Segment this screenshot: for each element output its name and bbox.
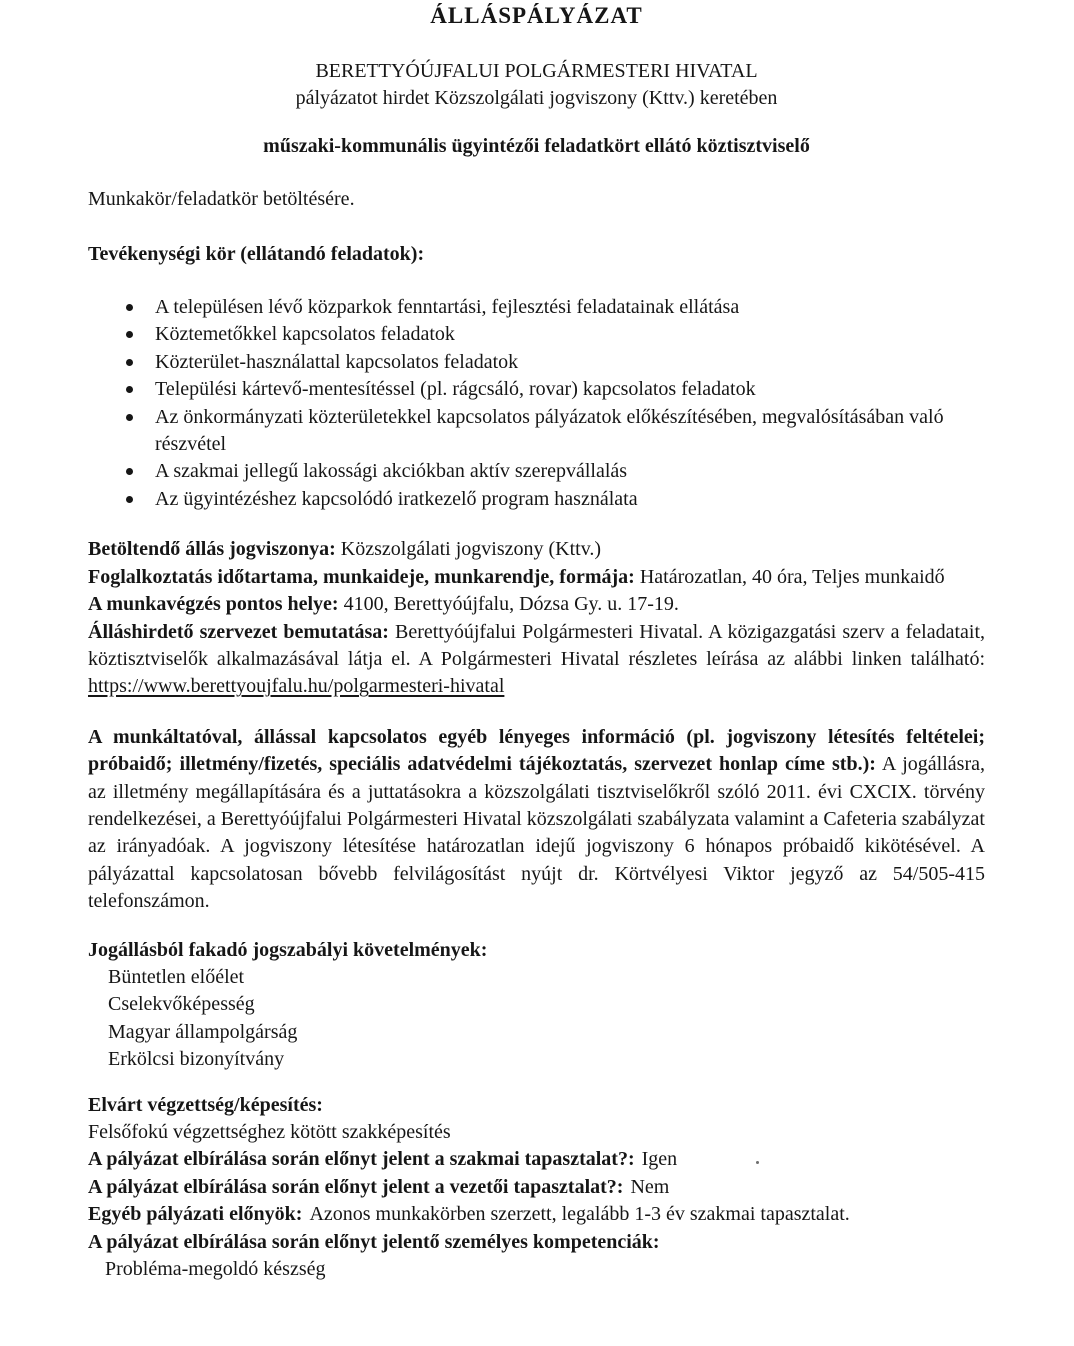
other-info-text: A jogállásra, az illetmény megállapítására és a juttatásokra a közszolgálati tisztviselőkről szóló 2011. évi CXCIX. törvény rendelkezései, a Berettyóújfalui Polgármesteri Hivatal közszolgálati szabályzata valamint a Cafeteria szabályzat az irányadóak. A jogviszony létesítése határozatlan idejű jogviszony 6 hónapos próbaidő kikötésével. A pályázattal kapcsolatosan bővebb felvilágosítást nyújt dr. Körtvélyesi Viktor jegyző az 54/505-415 telefonszámon. [88, 753, 985, 913]
detail-row-munkavegzes-helye [88, 591, 985, 618]
job-details [88, 536, 985, 700]
list-item: Köztemetőkkel kapcsolatos feladatok [155, 321, 985, 348]
qa-row-egyeb [88, 1201, 985, 1228]
list-item: Magyar állampolgárság [108, 1020, 298, 1043]
qa-row-vezetoi [88, 1174, 985, 1201]
duties-list [88, 294, 985, 513]
legal-requirements-heading: Jogállásból fakadó jogszabályi követelmények: [88, 938, 488, 961]
qualifications-value: Felsőfokú végzettséghez kötött szakképesítés [88, 1121, 451, 1143]
detail-row-szervezet-bemutatasa [88, 619, 985, 701]
other-info-paragraph [88, 724, 985, 916]
list-item: Az ügyintézéshez kapcsolódó iratkezelő program használata [155, 486, 985, 513]
other-info-label: A munkáltatóval, állással kapcsolatos egyéb lényeges információ (pl. jogviszony létesítés feltételei; próbaidő; illetmény/fizetés, speciális adatvédelmi tájékoztatás, szervezet honlap címe stb.): [88, 725, 985, 776]
detail-value: Határozatlan, 40 óra, Teljes munkaidő [639, 565, 945, 588]
qa-value: Nem [630, 1175, 670, 1198]
qa-row-szakmai [88, 1146, 985, 1173]
list-item: A településen lévő közparkok fenntartási, fejlesztési feladatainak ellátása [155, 294, 985, 321]
detail-row-foglalkoztatas [88, 564, 985, 591]
detail-label: Foglalkoztatás időtartama, munkaideje, munkarendje, formája: [88, 565, 635, 588]
detail-label: Álláshirdető szervezet bemutatása: [88, 620, 389, 643]
list-item: Erkölcsi bizonyítvány [108, 1048, 285, 1071]
detail-row-jogviszony [88, 536, 985, 563]
document-title: ÁLLÁSPÁLYÁZAT [430, 3, 643, 28]
detail-label: Betöltendő állás jogviszonya: [88, 538, 336, 561]
duties-heading: Tevékenységi kör (ellátandó feladatok): [88, 242, 425, 265]
scan-artifact-dot [756, 1161, 759, 1164]
competencies-heading: A pályázat elbírálása során előnyt jelentő személyes kompetenciák: [88, 1230, 660, 1253]
position-suffix: Munkakör/feladatkör betöltésére. [88, 188, 355, 211]
list-item: Közterület-használattal kapcsolatos feladatok [155, 349, 985, 376]
qa-value: Igen [641, 1148, 678, 1171]
detail-value: Közszolgálati jogviszony (Kttv.) [340, 538, 602, 561]
position-title: műszaki-kommunális ügyintézői feladatkört ellátó köztisztviselő [263, 134, 810, 157]
qa-label: Egyéb pályázati előnyök: [88, 1203, 303, 1226]
hivatal-link[interactable]: https://www.berettyoujfalu.hu/polgarmesteri-hivatal [88, 675, 505, 698]
qa-label: A pályázat elbírálása során előnyt jelent a szakmai tapasztalat?: [88, 1148, 635, 1171]
announcement-line: pályázatot hirdet Közszolgálati jogviszony (Kttv.) keretében [295, 87, 778, 110]
list-item: Az önkormányzati közterületekkel kapcsolatos pályázatok előkészítésében, megvalósításában való részvétel [155, 404, 985, 459]
detail-value: Berettyóújfalui Polgármesteri Hivatal. A közigazgatási szerv a feladatait, köztisztviselők alkalmazásával látja el. A Polgármesteri Hivatal részletes leírása az alábbi linken található: [88, 620, 985, 670]
detail-value: 4100, Berettyóújfalu, Dózsa Gy. u. 17-19. [343, 593, 679, 616]
legal-requirements-section [88, 937, 985, 1074]
organization-name: BERETTYÓÚJFALUI POLGÁRMESTERI HIVATAL [315, 60, 758, 82]
qualifications-section [88, 1092, 985, 1284]
qa-value: Azonos munkakörben szerzett, legalább 1-3 év szakmai tapasztalat. [309, 1203, 850, 1226]
qa-label: A pályázat elbírálása során előnyt jelent a vezetői tapasztalat?: [88, 1175, 624, 1198]
list-item: Probléma-megoldó készség [105, 1258, 326, 1281]
list-item: Büntetlen előélet [108, 965, 245, 988]
qualifications-heading: Elvárt végzettség/képesítés: [88, 1093, 323, 1116]
list-item: A szakmai jellegű lakossági akciókban aktív szerepvállalás [155, 458, 985, 485]
list-item: Települési kártevő-mentesítéssel (pl. rágcsáló, rovar) kapcsolatos feladatok [155, 376, 985, 403]
detail-label: A munkavégzés pontos helye: [88, 593, 339, 616]
list-item: Cselekvőképesség [108, 993, 255, 1016]
